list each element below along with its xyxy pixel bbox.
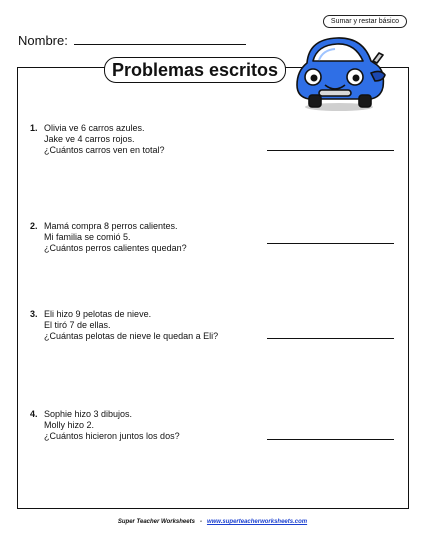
footer [0, 519, 425, 525]
footer-brand: Super Teacher Worksheets [117, 519, 195, 525]
name-write-line[interactable] [74, 44, 246, 45]
answer-line-2[interactable] [267, 243, 394, 244]
footer-url-link[interactable]: www.superteacherworksheets.com [206, 519, 308, 525]
footer-separator: - [199, 519, 202, 525]
topic-badge: Sumar y restar básico [323, 15, 407, 28]
answer-line-4[interactable] [267, 439, 394, 440]
problem-text-line: Jake ve 4 carros rojos. [44, 134, 135, 144]
problem-question: ¿Cuántos carros ven en total? [44, 145, 165, 155]
car-illustration [289, 33, 389, 115]
problem-text-line: Mi familia se comió 5. [44, 232, 131, 242]
problem-text-line: Olivia ve 6 carros azules. [44, 123, 145, 133]
name-label: Nombre: [18, 33, 68, 48]
problem-question: ¿Cuántos perros calientes quedan? [44, 243, 187, 253]
problem-number: 2. [30, 221, 38, 231]
answer-line-3[interactable] [267, 338, 394, 339]
problem-text-line: El tiró 7 de ellas. [44, 320, 111, 330]
problem-question: ¿Cuántas pelotas de nieve le quedan a Eli? [44, 331, 219, 341]
problem-number: 3. [30, 309, 38, 319]
problem-text-line: Sophie hizo 3 dibujos. [44, 409, 133, 419]
answer-line-1[interactable] [267, 150, 394, 151]
problem-text-line: Mamá compra 8 perros calientes. [44, 221, 178, 231]
problem-text-line: Molly hizo 2. [44, 420, 95, 430]
problem-text-line: Eli hizo 9 pelotas de nieve. [44, 309, 152, 319]
problem-number: 4. [30, 409, 38, 419]
page-title: Problemas escritos [104, 57, 286, 83]
problem-number: 1. [30, 123, 38, 133]
problem-question: ¿Cuántos hicieron juntos los dos? [44, 431, 180, 441]
